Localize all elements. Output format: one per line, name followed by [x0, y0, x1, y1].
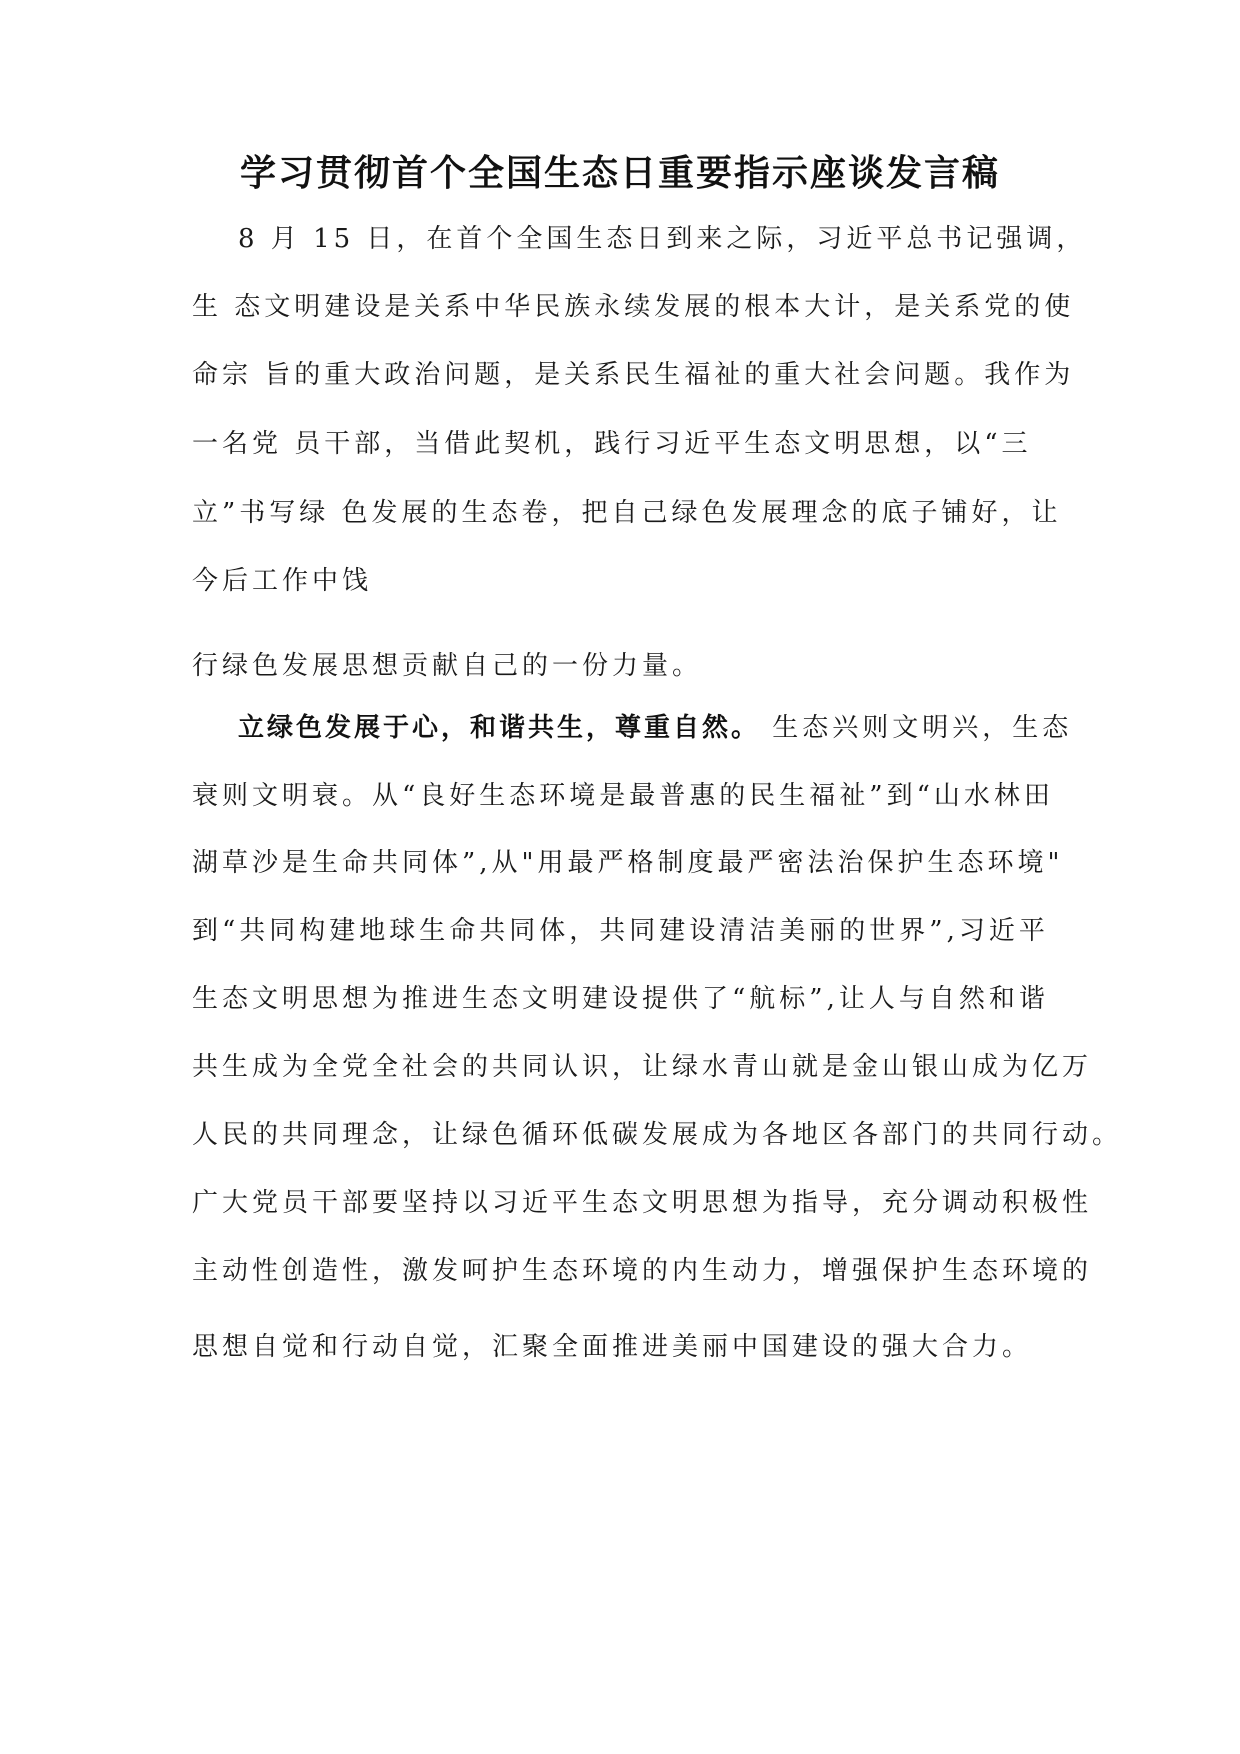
paragraph-lead-rest: 生态兴则文明兴，生态 — [760, 713, 1073, 743]
paragraph-first-line — [238, 708, 1072, 748]
paragraph-line: 生态文明思想为推进生态文明建设提供了“航标”,让人与自然和谐 — [192, 984, 1049, 1014]
paragraph-line: 立”书写绿 色发展的生态卷，把自己绿色发展理念的底子铺好，让 — [192, 498, 1062, 528]
document-title: 学习贯彻首个全国生态日重要指示座谈发言稿 — [239, 153, 1000, 194]
paragraph-line: 湖草沙是生命共同体”,从"用最严格制度最严密法治保护生态环境" — [192, 848, 1064, 878]
paragraph-line: 主动性创造性，激发呵护生态环境的内生动力，增强保护生态环境的 — [192, 1256, 1093, 1286]
paragraph-lead-heading: 立绿色发展于心，和谐共生，尊重自然。 — [238, 713, 761, 743]
paragraph-line: 衰则文明衰。从“良好生态环境是最普惠的民生福祉”到“山水林田 — [192, 781, 1054, 811]
paragraph-line: 今后工作中饯 — [192, 566, 373, 596]
paragraph-line: 共生成为全党全社会的共同认识，让绿水青山就是金山银山成为亿万 — [192, 1052, 1093, 1082]
paragraph-line: 一名党 员干部，当借此契机，践行习近平生态文明思想，以“三 — [192, 429, 1032, 459]
paragraph-line: 8 月 15 日，在首个全国生态日到来之际，习近平总书记强调， — [238, 224, 1087, 254]
paragraph-line: 广大党员干部要坚持以习近平生态文明思想为指导，充分调动积极性 — [192, 1188, 1093, 1218]
paragraph-line: 行绿色发展思想贡献自己的一份力量。 — [192, 651, 703, 681]
paragraph-line: 生 态文明建设是关系中华民族永续发展的根本大计，是关系党的使 — [192, 292, 1075, 322]
paragraph-line: 到“共同构建地球生命共同体，共同建设清洁美丽的世界”,习近平 — [192, 916, 1049, 946]
paragraph-line: 命宗 旨的重大政治问题，是关系民生福祉的重大社会问题。我作为 — [192, 360, 1075, 390]
paragraph-line: 人民的共同理念，让绿色循环低碳发展成为各地区各部门的共同行动。 — [192, 1120, 1123, 1150]
paragraph-line: 思想自觉和行动自觉，汇聚全面推进美丽中国建设的强大合力。 — [192, 1332, 1033, 1362]
